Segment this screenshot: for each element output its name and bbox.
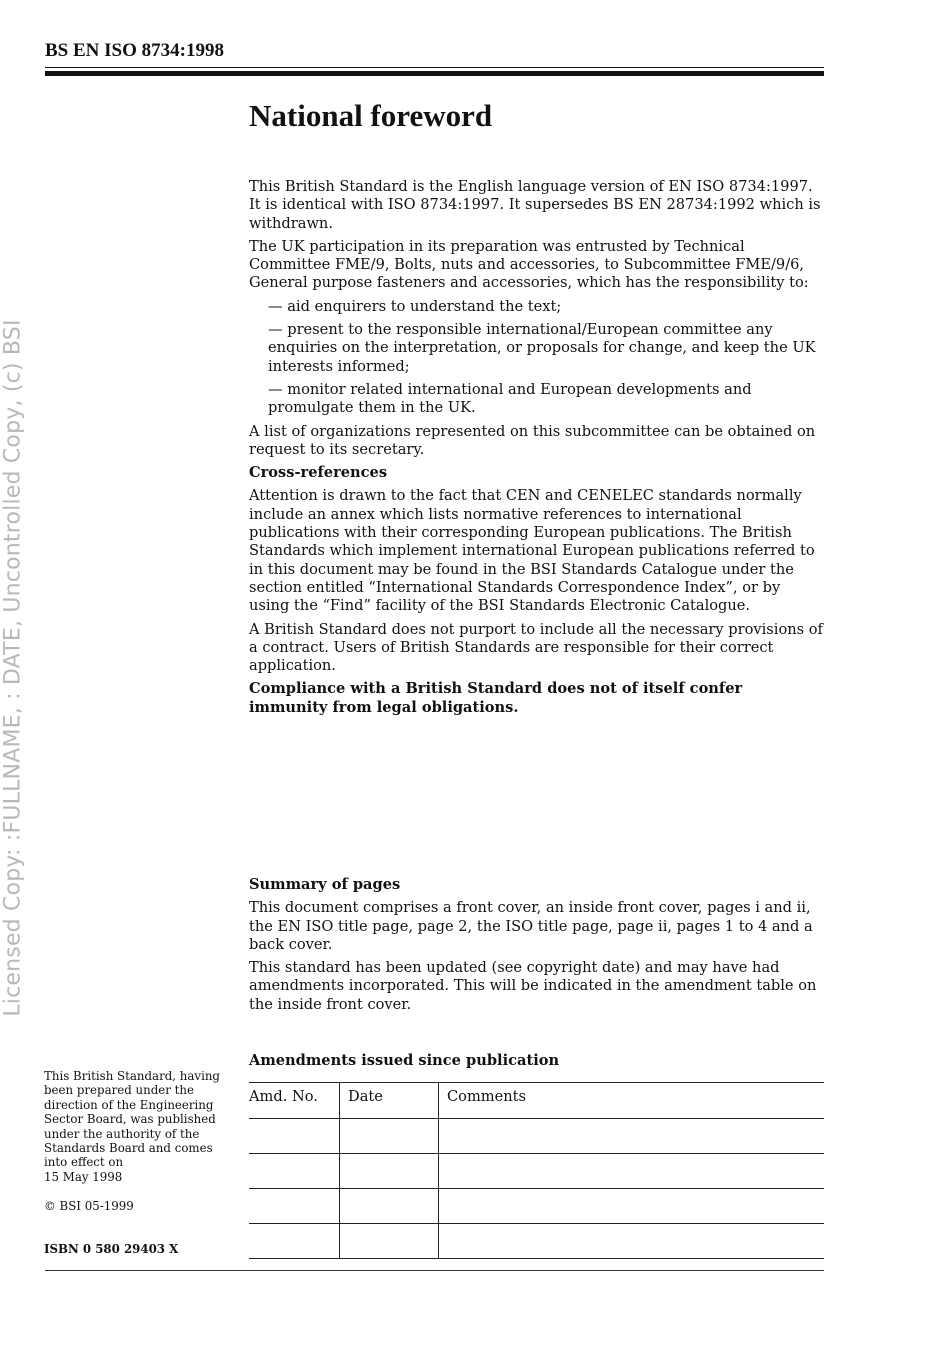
summary-heading: Summary of pages <box>249 876 401 893</box>
table-cell <box>249 1224 340 1259</box>
table-cell <box>439 1154 825 1189</box>
list-item: — present to the responsible international/European committee any enquiries on the interpretation, or proposals for change, and keep the UK interests informed; <box>268 321 816 375</box>
paragraph-intro: This British Standard is the English language version of EN ISO 8734:1997. It is identical with ISO 8734:1997. It supersedes BS EN 28734:1992 which is withdrawn. <box>249 178 821 232</box>
paragraph-compliance: Compliance with a British Standard does not of itself confer immunity from legal obligations. <box>249 680 743 716</box>
table-cell <box>340 1154 439 1189</box>
column-header-date: Date <box>340 1083 439 1119</box>
table-cell <box>439 1189 825 1224</box>
table-row <box>249 1119 824 1154</box>
table-cell <box>340 1224 439 1259</box>
table-cell <box>249 1119 340 1154</box>
table-cell <box>340 1189 439 1224</box>
list-item: — aid enquirers to understand the text; <box>268 297 562 315</box>
column-header-amd-no: Amd. No. <box>249 1083 340 1119</box>
table-row <box>249 1154 824 1189</box>
effective-date: 15 May 1998 <box>44 1169 123 1184</box>
footer-rule <box>45 1270 824 1271</box>
summary-of-pages <box>249 876 824 1019</box>
paragraph-participation: The UK participation in its preparation was entrusted by Technical Committee FME/9, Bolts, nuts and accessories, to Subcommittee FME/9/6, General purpose fasteners and accessories, which has the responsibility to: <box>249 237 809 292</box>
summary-paragraph-updates: This standard has been updated (see copyright date) and may have had amendments incorporated. This will be indicated in the amendment table on the inside front cover. <box>249 959 817 1013</box>
isbn: ISBN 0 580 29403 X <box>44 1242 179 1256</box>
table-cell <box>439 1224 825 1259</box>
table-cell <box>340 1119 439 1154</box>
amendments-title: Amendments issued since publication <box>249 1052 560 1069</box>
header-rule-thin <box>45 67 824 68</box>
header-rule-thick <box>45 71 824 76</box>
cross-references-heading: Cross-references <box>249 464 388 482</box>
table-cell <box>249 1189 340 1224</box>
amendments-table <box>249 1082 824 1259</box>
summary-paragraph-contents: This document comprises a front cover, an inside front cover, pages i and ii, the EN ISO title page, page 2, the ISO title page, page ii, pages 1 to 4 and a back cover. <box>249 899 813 953</box>
column-header-comments: Comments <box>439 1083 825 1119</box>
publication-note-text: This British Standard, having been prepared under the direction of the Engineering Sector Board, was published under the authority of the Standards Board and comes into effect on <box>44 1069 220 1170</box>
table-header-row <box>249 1083 824 1119</box>
publication-note <box>44 1069 229 1184</box>
foreword-body <box>249 178 824 722</box>
table-cell <box>439 1119 825 1154</box>
copyright-notice: © BSI 05-1999 <box>44 1199 134 1213</box>
table-row <box>249 1189 824 1224</box>
paragraph-provisions: A British Standard does not purport to include all the necessary provisions of a contract. Users of British Standards are responsible for their correct application. <box>249 620 823 675</box>
page-title: National foreword <box>249 98 493 133</box>
document-id-header: BS EN ISO 8734:1998 <box>45 40 224 61</box>
license-watermark: Licensed Copy: :FULLNAME, : DATE, Uncontrolled Copy, (c) BSI <box>0 319 26 1017</box>
list-item: — monitor related international and European developments and promulgate them in the UK. <box>268 380 752 417</box>
table-row <box>249 1224 824 1259</box>
paragraph-cross-references: Attention is drawn to the fact that CEN and CENELEC standards normally include an annex which lists normative references to international publications with their corresponding European publications. The British Standards which implement international European publications referred to in this document may be found in the BSI Standards Catalogue under the section entitled “International Standards Correspondence Index”, or by using the “Find” facility of the BSI Standards Electronic Catalogue. <box>249 487 815 615</box>
table-cell <box>249 1154 340 1189</box>
paragraph-organizations: A list of organizations represented on this subcommittee can be obtained on request to its secretary. <box>249 422 816 458</box>
